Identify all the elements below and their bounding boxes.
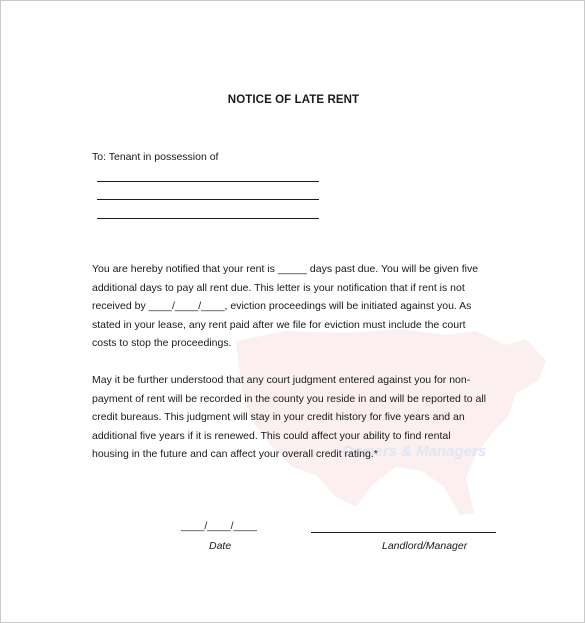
notice-paragraph-1: [92, 260, 502, 353]
paragraph-line: additional days to pay all rent due. This letter is your notification that if rent is not: [92, 281, 465, 294]
paragraph-line: additional five years if it is renewed. This could affect your ability to find rental: [92, 429, 451, 442]
page-title: NOTICE OF LATE RENT: [227, 94, 360, 106]
paragraph-line: stated in your lease, any rent paid after we file for eviction must include the court: [92, 318, 466, 331]
signature-date-blank: ____/____/____: [181, 520, 257, 532]
date-caption: Date: [209, 540, 232, 552]
paragraph-line: credit bureaus. This judgment will stay in your credit history for five years and an: [92, 411, 465, 423]
notice-paragraph-2: [92, 371, 502, 464]
recipient-line: To: Tenant in possession of: [92, 151, 219, 163]
paragraph-line: May it be further understood that any court judgment entered against you for non-: [92, 374, 471, 386]
address-blank-line-3: [97, 218, 319, 219]
paragraph-line: costs to stop the proceedings.: [92, 337, 232, 349]
landlord-signature-line: [311, 532, 496, 533]
paragraph-line: housing in the future and can affect your overall credit rating.*: [92, 448, 378, 460]
paragraph-line: received by ____/____/____, eviction proceedings will be initiated against you. As: [92, 300, 472, 312]
address-blank-line-2: [97, 199, 319, 200]
paragraph-line: payment of rent will be recorded in the county you reside in and will be reported to all: [92, 392, 486, 405]
landlord-caption: Landlord/Manager: [382, 540, 468, 552]
paragraph-line: You are hereby notified that your rent is _____ days past due. You will be given five: [92, 263, 479, 275]
watermark-text: Owners & Managers: [342, 443, 487, 460]
address-blank-line-1: [97, 181, 319, 182]
